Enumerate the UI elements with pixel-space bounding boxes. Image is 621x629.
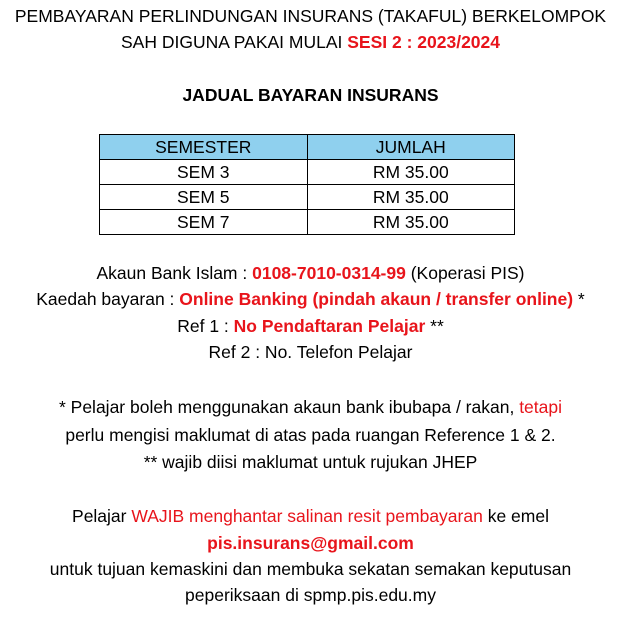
ref1-label: Ref 1 : — [177, 316, 234, 336]
cell-amount: RM 35.00 — [307, 210, 515, 235]
instruction-line-3: untuk tujuan kemaskini dan membuka sekatan semakan keputusan — [49, 559, 572, 579]
account-owner: (Koperasi PIS) — [405, 263, 525, 283]
ref1-mark: ** — [425, 316, 444, 336]
cell-semester: SEM 5 — [100, 185, 308, 210]
cell-semester: SEM 7 — [100, 210, 308, 235]
ref2-line: Ref 2 : No. Telefon Pelajar — [208, 342, 413, 362]
table-title: JADUAL BAYARAN INSURANS — [182, 85, 439, 105]
payment-method-line — [0, 288, 621, 310]
account-label: Akaun Bank Islam : — [96, 263, 253, 283]
note1-text: * Pelajar boleh menggunakan akaun bank ibubapa / rakan, — [58, 397, 520, 417]
note1-line-1 — [0, 396, 621, 418]
instruction-highlight: WAJIB menghantar salinan resit pembayaran — [131, 506, 483, 526]
session-text: SESI 2 : 2023/2024 — [347, 32, 500, 52]
bank-account-line — [0, 262, 621, 284]
payment-schedule-table — [99, 134, 515, 235]
instruction-line-1 — [0, 505, 621, 527]
note2-line: ** wajib diisi maklumat untuk rujukan JHEP — [143, 452, 478, 472]
table-row — [100, 185, 515, 210]
instruction-suffix: ke emel — [482, 506, 549, 526]
ref1-line — [0, 315, 621, 337]
table-row — [100, 210, 515, 235]
table-row — [100, 160, 515, 185]
email-address: pis.insurans@gmail.com — [207, 533, 414, 553]
cell-amount: RM 35.00 — [307, 185, 515, 210]
method-mark: * — [573, 289, 585, 309]
cell-semester: SEM 3 — [100, 160, 308, 185]
account-number: 0108-7010-0314-99 — [252, 263, 406, 283]
cell-amount: RM 35.00 — [307, 160, 515, 185]
header-semester: SEMESTER — [100, 135, 308, 160]
method-value: Online Banking (pindah akaun / transfer online) — [179, 289, 574, 309]
note1-line-2: perlu mengisi maklumat di atas pada ruangan Reference 1 & 2. — [65, 425, 556, 445]
header-jumlah: JUMLAH — [307, 135, 515, 160]
table-header-row — [100, 135, 515, 160]
notice-title-line-2 — [0, 31, 621, 53]
instruction-prefix: Pelajar — [72, 506, 132, 526]
notice-title-line-1 — [0, 5, 621, 27]
note1-highlight: tetapi — [519, 397, 562, 417]
instruction-line-4: peperiksaan di spmp.pis.edu.my — [185, 585, 436, 605]
validity-text: SAH DIGUNA PAKAI MULAI — [120, 32, 348, 52]
method-label: Kaedah bayaran : — [36, 289, 180, 309]
notice-title-text: PEMBAYARAN PERLINDUNGAN INSURANS (TAKAFUL) BERKELOMPOK — [14, 6, 607, 26]
ref1-value: No Pendaftaran Pelajar — [233, 316, 426, 336]
